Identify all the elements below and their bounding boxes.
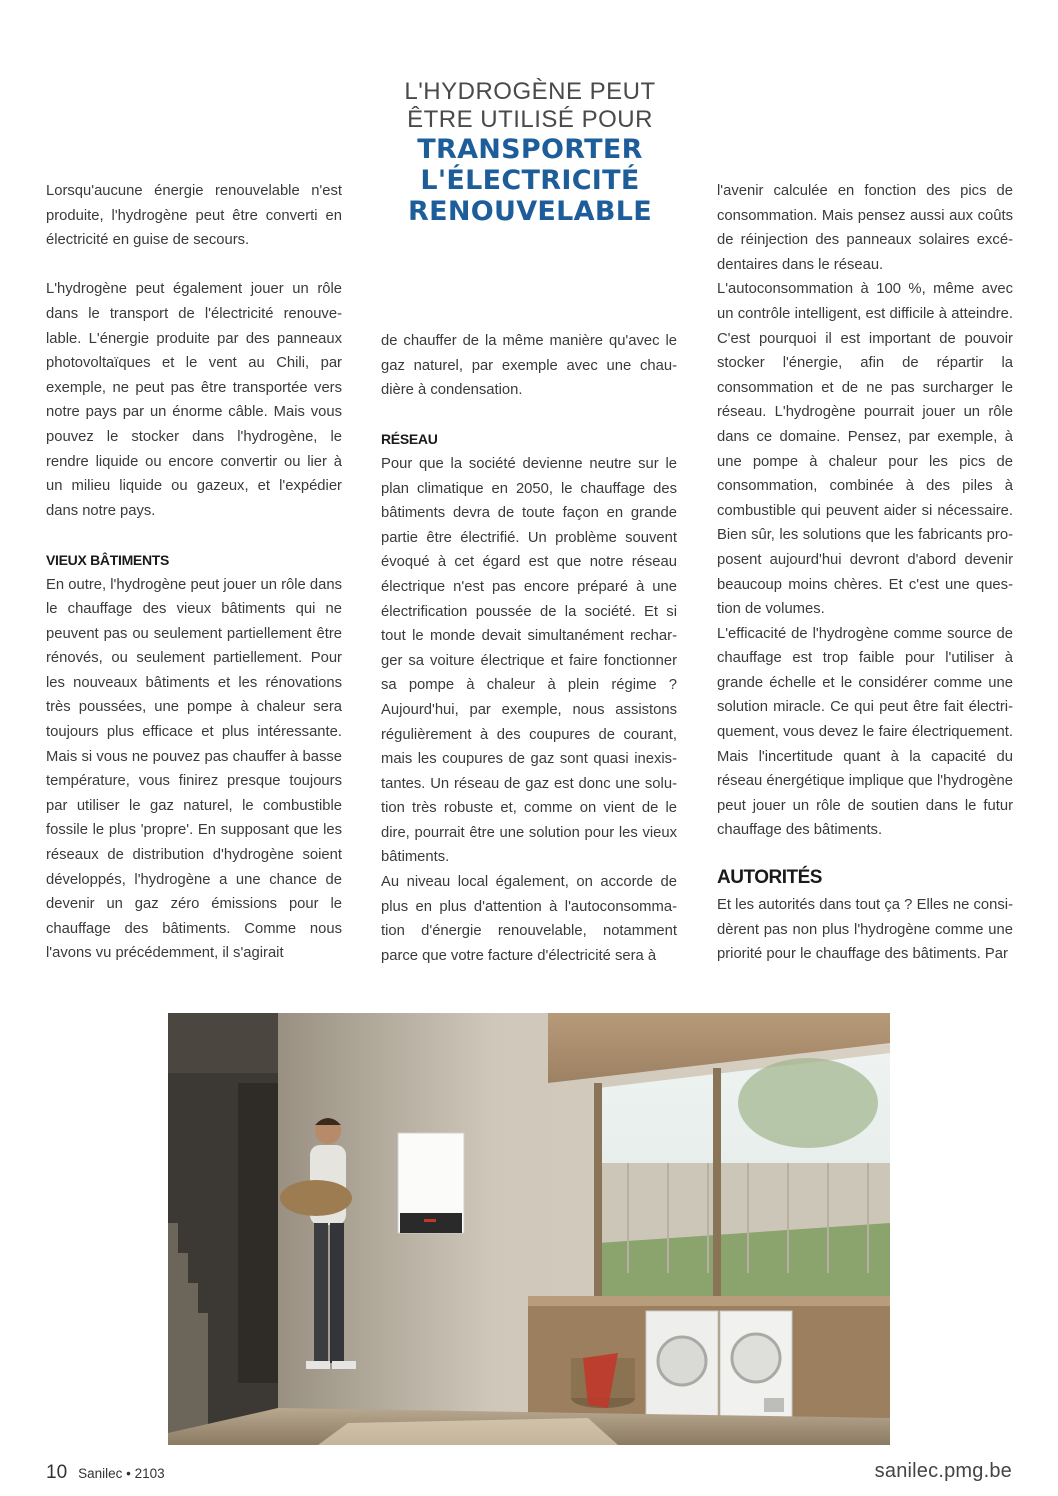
- magazine-issue: Sanilec • 2103: [78, 1466, 165, 1481]
- pull-quote-line: ÊTRE UTILISÉ POUR: [407, 106, 653, 133]
- article-column-3: [717, 179, 1013, 967]
- paragraph: Au niveau local également, on accorde de plus en plus d'attention à l'autoconsommation d'énergie renouvelable, notamment parce que votre facture d'électricité sera à: [381, 874, 677, 964]
- pull-quote-highlight: L'ÉLECTRICITÉ: [420, 165, 640, 196]
- paragraph: Et les autorités dans tout ça ? Elles ne considèrent pas non plus l'hydrogène comme une priorité pour le chauffage des bâtiments. Par: [717, 897, 1013, 963]
- pull-quote-highlight: TRANSPORTER: [417, 134, 643, 165]
- paragraph: de chauffer de la même manière qu'avec le gaz naturel, par exemple avec une chaudière à condensation.: [381, 333, 677, 399]
- page-number: 10: [46, 1462, 68, 1483]
- pull-quote-highlight: RENOUVELABLE: [408, 196, 652, 227]
- paragraph: En outre, l'hydrogène peut jouer un rôle dans le chauffage des vieux bâtiments qui ne peuvent pas ou seulement partiellement être rénovés, ou seulement partiellement. Pour les nouveaux bâtiments et les rénovations très poussées, une pompe à chaleur sera toujours plus efficace et plus intéressante. Mais si vous ne pouvez pas chauffer à basse température, vous finirez presque toujours par utiliser le gaz naturel, le combustible fossile le plus 'propre'. En supposant que les réseaux de distribution d'hydrogène soient développés, l'hydrogène a une chance de devenir un gaz zéro émissions pour le chauffage des bâtiments. Comme nous l'avons vu précédemment, il s'agirait: [46, 576, 342, 962]
- paragraph: Lorsqu'aucune énergie renouvelable n'est produite, l'hydrogène peut être converti en électricité en guise de secours.: [46, 183, 342, 249]
- article-column-1: [46, 179, 342, 966]
- section-heading-autorites: AUTORITÉS: [717, 867, 822, 889]
- pull-quote: [380, 78, 680, 227]
- paragraph: L'autoconsommation à 100 %, même avec un contrôle intelligent, est difficile à atteindre. C'est pourquoi il est important de pouvoir stocker l'énergie, afin de répartir la consommation et de ne pas surcharger le réseau. L'hydrogène pourrait jouer un rôle dans ce domaine. Pensez, par exemple, à une pompe à chaleur pour les pics de consommation, combinée à des piles à combustible qui peuvent aider si nécessaire. Bien sûr, les solutions que les fabricants proposent aujourd'hui devront d'abord devenir beaucoup moins chères. Et c'est une question de volumes.: [717, 281, 1013, 618]
- paragraph: L'efficacité de l'hydrogène comme source de chauffage est trop faible pour l'utiliser à grande échelle et le considérer comme une solution miracle. Ce qui peut être fait électriquement, vous devez le faire électriquement. Mais l'incertitude quant à la capacité du réseau énergétique implique que l'hydrogène peut jouer un rôle de soutien dans le futur chauffage des bâtiments.: [717, 625, 1013, 839]
- section-heading-vieux-batiments: VIEUX BÂTIMENTS: [46, 551, 170, 568]
- section-heading-reseau: RÉSEAU: [381, 431, 438, 448]
- paragraph: l'avenir calculée en fonction des pics de consommation. Mais pensez aussi aux coûts de réinjection des panneaux solaires excédentaires dans le réseau.: [717, 183, 1013, 273]
- article-column-2: [381, 329, 677, 968]
- footer-folio: [46, 1462, 165, 1484]
- website-link[interactable]: sanilec.pmg.be: [874, 1460, 1012, 1482]
- paragraph: Pour que la société devienne neutre sur le plan climatique en 2050, le chauffage des bâtiments devra de toute façon en grande partie être électrifié. Un problème souvent évoqué à cet égard est que notre réseau électrique n'est pas encore préparé à une électrification poussée de la société. Et si tout le monde devait simultanément recharger sa voiture électrique et faire fonctionner sa pompe à chaleur à plein régime ? Aujourd'hui, par exemple, nous assistons régulièrement à des coupures de courant, mais les coupures de gaz sont quasi inexistantes. Un réseau de gaz est donc une solution très robuste et, comme on vient de le dire, pourrait être une solution pour les vieux bâtiments.: [381, 455, 677, 866]
- paragraph: L'hydrogène peut également jouer un rôle dans le transport de l'électricité renouvelable. L'énergie produite par des panneaux photovoltaïques et le vent au Chili, par exemple, ne peut pas être transportée vers notre pays par un énorme câble. Mais vous pouvez le stocker dans l'hydrogène, le rendre liquide ou encore convertir ou lier à un milieu liquide ou gazeux, et l'expédier dans notre pays.: [46, 281, 342, 519]
- laundry-room-illustration: [168, 1013, 890, 1445]
- pull-quote-line: L'HYDROGÈNE PEUT: [404, 78, 656, 105]
- article-photo: [168, 1013, 890, 1445]
